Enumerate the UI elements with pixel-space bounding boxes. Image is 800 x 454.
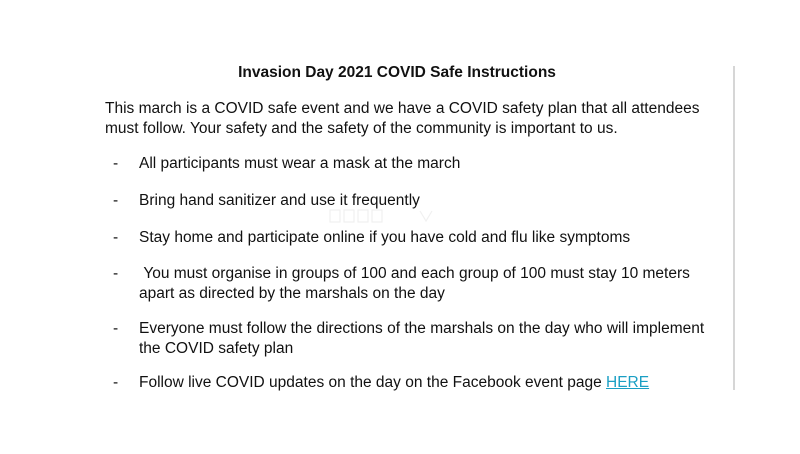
bullet-dash: - <box>113 229 119 246</box>
bullet-dash: - <box>113 192 119 209</box>
list-item-text: All participants must wear a mask at the march <box>139 155 461 172</box>
list-item-text: Bring hand sanitizer and use it frequently <box>139 192 420 209</box>
watermark-icon <box>328 205 446 227</box>
bullet-dash: - <box>113 155 119 172</box>
bullet-dash: - <box>113 265 119 282</box>
list-item-text: Everyone must follow the directions of the marshals on the day who will implement the COVID safety plan <box>139 320 705 357</box>
list-item-text-prefix: Follow live COVID updates on the day on the Facebook event page <box>139 374 607 391</box>
list-item-text <box>139 373 709 393</box>
intro-paragraph: This march is a COVID safe event and we have a COVID safety plan that all attendees must follow. Your safety and the safety of the community is important to us. <box>105 100 700 137</box>
bullet-dash: - <box>113 320 119 337</box>
facebook-event-link[interactable]: HERE <box>606 374 650 391</box>
list-item-text: Stay home and participate online if you have cold and flu like symptoms <box>139 229 631 246</box>
document-title: Invasion Day 2021 COVID Safe Instructions <box>238 64 556 81</box>
list-item-text: You must organise in groups of 100 and each group of 100 must stay 10 meters apart as directed by the marshals on the day <box>139 265 695 302</box>
bullet-dash: - <box>113 374 119 391</box>
page-edge-divider <box>733 66 735 390</box>
